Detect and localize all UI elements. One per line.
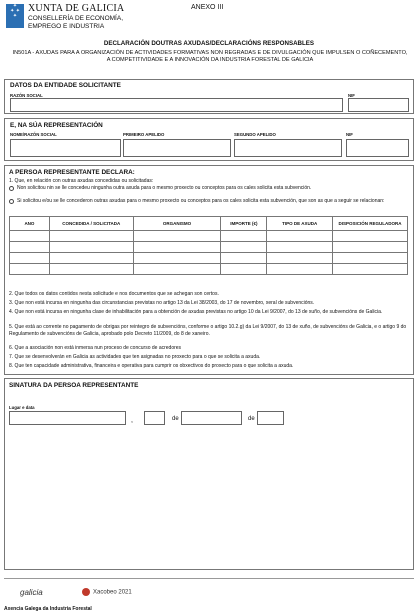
xunta-logo: ✦ ✦ ✦ ✦ xyxy=(6,4,24,28)
business-name-field[interactable] xyxy=(10,98,343,112)
table-header-row xyxy=(10,217,408,231)
option-yes-radio[interactable] xyxy=(9,199,14,204)
nif-field[interactable] xyxy=(348,98,409,112)
declaration-item-5: 5. Que está ao corrente no pagamento de obrigas por reintegro de subvencións, conforme o artigo 10.2.g) da Lei 9/2007, do 13 de xuño, de subvencións de Galicia, e o artigo 9 do Regulamento de subvencións de Galicia, aprobado polo Decreto 11/2009, do 8 de xaneiro. xyxy=(9,324,407,337)
year-field[interactable] xyxy=(257,411,284,425)
xacobeo-text: Xacobeo 2021 xyxy=(93,589,132,596)
day-field[interactable] xyxy=(144,411,165,425)
surname2-field[interactable] xyxy=(234,139,342,157)
business-name-label: RAZÓN SOCIAL xyxy=(10,93,43,98)
galicia-logo: galicia xyxy=(20,588,43,597)
document-subtitle: IN501A - AXUDAS PARA A ORGANIZACIÓN DE ACTIVIDADES FORMATIVAS NON REGRADAS E DE DIVULGACIÓN QUE IMPULSEN O COÑECEMENTO, A COMPETITIVIDADE E A INNOVACIÓN DA INDUSTRIA FORESTAL DE GALICIA xyxy=(12,50,408,63)
footer-divider xyxy=(4,578,414,579)
declaration-item-7: 7. Que se desenvolverán en Galicia as actividades que ten asignadas no proxecto para o que se solicita a axuda. xyxy=(9,354,261,360)
declaration-item-3: 3. Que non está incursa en ningunha das circunstancias previstas no artigo 13 da Lei 38/2003, do 17 de novembro, xeral de subvencións. xyxy=(9,300,315,306)
declaration-item-2: 2. Que todos os datos contidos nesta solicitude e nos documentos que se achegan son certos. xyxy=(9,291,219,297)
department-name xyxy=(28,15,123,31)
representative-section xyxy=(4,118,414,161)
month-field[interactable] xyxy=(181,411,242,425)
rep-nif-field[interactable] xyxy=(346,139,409,157)
nif-label: NIF xyxy=(348,93,355,98)
table-row xyxy=(10,253,408,264)
signature-heading: SINATURA DA PERSOA REPRESENTANTE xyxy=(9,382,139,389)
col-status: CONCEDIDA / SOLICITADA xyxy=(49,217,133,231)
declaration-item-8: 8. Que ten capacidade administrativa, financeira e operativa para cumprir os obxectivos do proxecto para o que solicita a axuda. xyxy=(9,363,294,369)
option-yes-text: Si solicitou e/ou se lle concederon outras axudas para o mesmo proxecto ou conceptos para os cales solicita esta subvención, que son as que a seguir se relacionan: xyxy=(17,198,385,204)
col-aid-type: TIPO DE AXUDA xyxy=(267,217,333,231)
table-row xyxy=(10,264,408,275)
signature-section xyxy=(4,378,414,570)
col-organism: ORGANISMO xyxy=(133,217,221,231)
department-line-2: EMPREGO E INDUSTRIA xyxy=(28,23,105,30)
place-field[interactable] xyxy=(9,411,126,425)
surname1-label: PRIMEIRO APELIDO xyxy=(123,132,165,137)
option-no-radio[interactable] xyxy=(9,186,14,191)
representative-heading: E, NA SÚA REPRESENTACIÓN xyxy=(10,122,103,129)
col-year: ANO xyxy=(10,217,50,231)
surname2-label: SEGUNDO APELIDO xyxy=(234,132,276,137)
de-separator-1: de xyxy=(172,416,179,422)
applicant-section xyxy=(4,79,414,114)
option-no-text: Non solicitou nin se lle concedeu ningunha outra axuda para o mesmo proxecto ou conceptos para os cales solicita esta subvención. xyxy=(17,185,312,191)
declaration-item-6: 6. Que a asociación non está inmersa nun proceso de concurso de acredores xyxy=(9,345,182,351)
place-date-label: Lugar e data xyxy=(9,405,35,410)
de-separator-2: de xyxy=(248,416,255,422)
other-aid-table xyxy=(9,216,408,275)
annex-label: ANEXO III xyxy=(191,4,224,11)
declaration-heading: A PERSOA REPRESENTANTE DECLARA: xyxy=(9,169,135,176)
table-row xyxy=(10,242,408,253)
col-regulation: DISPOSICIÓN REGULADORA xyxy=(333,217,408,231)
agency-name: Axencia Galega da Industria Forestal xyxy=(4,606,92,612)
declaration-item-4: 4. Que non está incursa en ningunha clase de inhabilitación para a obtención de axudas previstas no artigo 10 da Lei 9/2007, do 13 de xuño, de subvencións de Galicia. xyxy=(9,309,383,315)
rep-name-field[interactable] xyxy=(10,139,121,157)
comma-separator: , xyxy=(131,417,133,424)
org-name: XUNTA DE GALICIA xyxy=(28,3,125,14)
xacobeo-mark-icon xyxy=(82,588,90,596)
col-amount: IMPORTE (€) xyxy=(221,217,267,231)
surname1-field[interactable] xyxy=(123,139,231,157)
declaration-item-1: 1. Que, en relación con outras axudas concedidas ou solicitadas: xyxy=(9,178,154,184)
xacobeo-logo xyxy=(82,588,132,596)
applicant-heading: DATOS DA ENTIDADE SOLICITANTE xyxy=(10,82,121,89)
table-row xyxy=(10,231,408,242)
document-title: DECLARACIÓN DOUTRAS AXUDAS/DECLARACIÓNS RESPONSABLES xyxy=(103,40,315,47)
department-line-1: CONSELLERÍA DE ECONOMÍA, xyxy=(28,15,123,22)
rep-nif-label: NIF xyxy=(346,132,353,137)
rep-name-label: NOME/RAZÓN SOCIAL xyxy=(10,132,57,137)
